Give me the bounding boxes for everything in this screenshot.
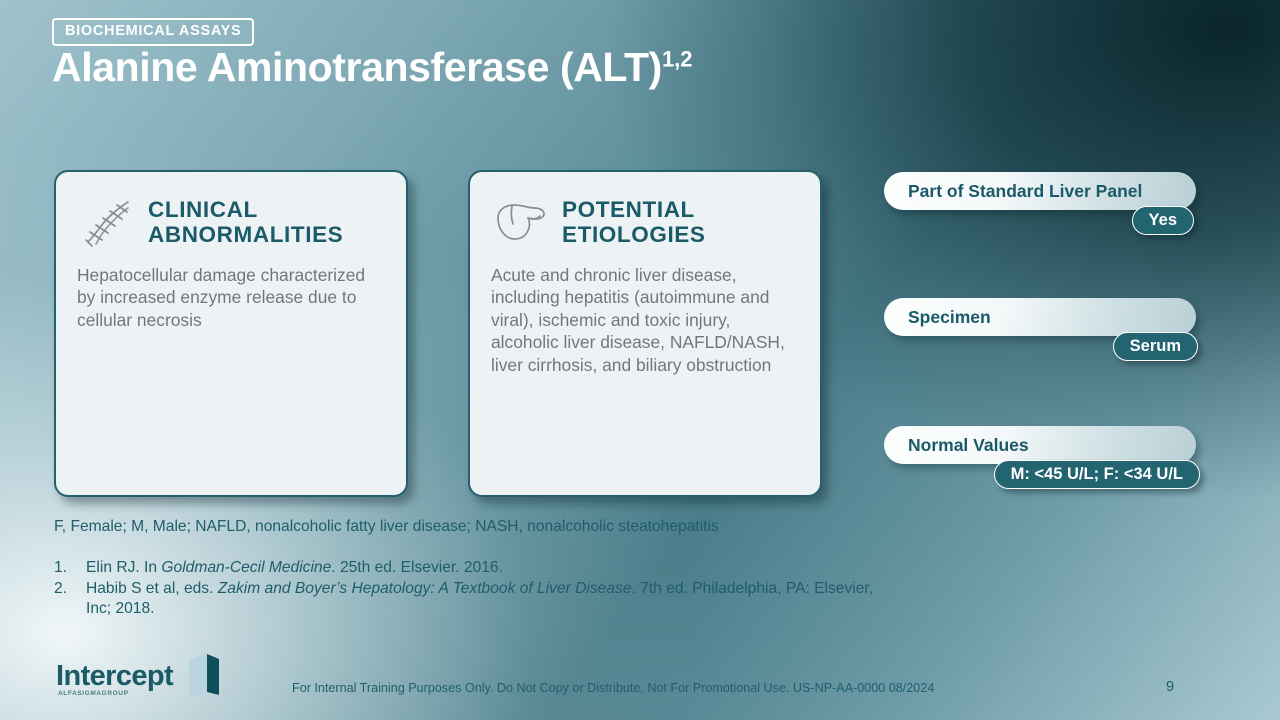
page-number: 9 bbox=[1166, 679, 1175, 695]
attribute-label: Specimen bbox=[884, 298, 1196, 336]
abbreviations-note: F, Female; M, Male; NAFLD, nonalcoholic fatty liver disease; NASH, nonalcoholic steatohepatitis bbox=[54, 518, 719, 535]
card-body-text: Hepatocellular damage characterized by increased enzyme release due to cellular necrosis bbox=[77, 265, 366, 330]
reference-prefix: Elin RJ. In bbox=[86, 559, 162, 576]
reference-title: Goldman-Cecil Medicine bbox=[161, 559, 332, 576]
card-title bbox=[148, 194, 343, 247]
page-title-text: Alanine Aminotransferase (ALT) bbox=[52, 44, 662, 90]
reference-item bbox=[54, 579, 874, 620]
logo-wordmark: Intercept bbox=[56, 660, 174, 692]
reference-suffix: . 25th ed. Elsevier. 2016. bbox=[331, 559, 503, 576]
card-title bbox=[562, 194, 706, 247]
card-potential-etiologies bbox=[468, 170, 822, 497]
intercept-logo bbox=[56, 654, 236, 702]
card-title-line1: CLINICAL bbox=[148, 197, 258, 222]
attribute-value: Serum bbox=[1113, 332, 1198, 361]
reference-text bbox=[86, 558, 503, 579]
logo-subtext: ALFASIGMAGROUP bbox=[58, 690, 129, 697]
eyebrow-badge: BIOCHEMICAL ASSAYS bbox=[52, 18, 254, 46]
attribute-value: M: <45 U/L; F: <34 U/L bbox=[994, 460, 1200, 489]
attribute-label: Part of Standard Liver Panel bbox=[884, 172, 1196, 210]
reference-number: 1. bbox=[54, 559, 68, 576]
references-list bbox=[54, 558, 874, 620]
card-clinical-abnormalities bbox=[54, 170, 408, 497]
footer-disclaimer: For Internal Training Purposes Only. Do Not Copy or Distribute. Not For Promotional Use. US-NP-AA-0000 08/2024 bbox=[292, 681, 935, 695]
reference-prefix: Habib S et al, eds. bbox=[86, 579, 218, 597]
card-title-line2: ETIOLOGIES bbox=[562, 222, 706, 248]
attribute-label: Normal Values bbox=[884, 426, 1196, 464]
card-header bbox=[470, 172, 820, 248]
page-title-superscript: 1,2 bbox=[661, 46, 693, 72]
reference-item bbox=[54, 558, 874, 579]
page-title bbox=[52, 44, 693, 91]
card-header bbox=[56, 172, 406, 248]
attribute-value: Yes bbox=[1132, 206, 1194, 235]
card-body-text: Acute and chronic liver disease, including hepatitis (autoimmune and viral), ischemic and toxic injury, alcoholic liver disease, NAFLD/NASH, liver cirrhosis, and biliary obstruction bbox=[491, 265, 785, 375]
dna-helix-icon bbox=[78, 196, 134, 248]
attribute-specimen bbox=[884, 298, 1196, 355]
attribute-normal-values bbox=[884, 426, 1196, 483]
attribute-liver-panel bbox=[884, 172, 1196, 229]
card-title-line2: ABNORMALITIES bbox=[148, 222, 344, 248]
liver-icon bbox=[492, 196, 548, 248]
card-title-line1: POTENTIAL bbox=[562, 197, 695, 222]
reference-suffix: . 7th ed. Philadelphia, PA: Elsevier, Inc; 2018. bbox=[86, 579, 874, 618]
reference-number: 2. bbox=[54, 579, 68, 597]
logo-mark-icon bbox=[187, 654, 221, 700]
reference-title: Zakim and Boyer’s Hepatology: A Textbook of Liver Disease bbox=[217, 579, 632, 597]
reference-text bbox=[86, 579, 874, 620]
